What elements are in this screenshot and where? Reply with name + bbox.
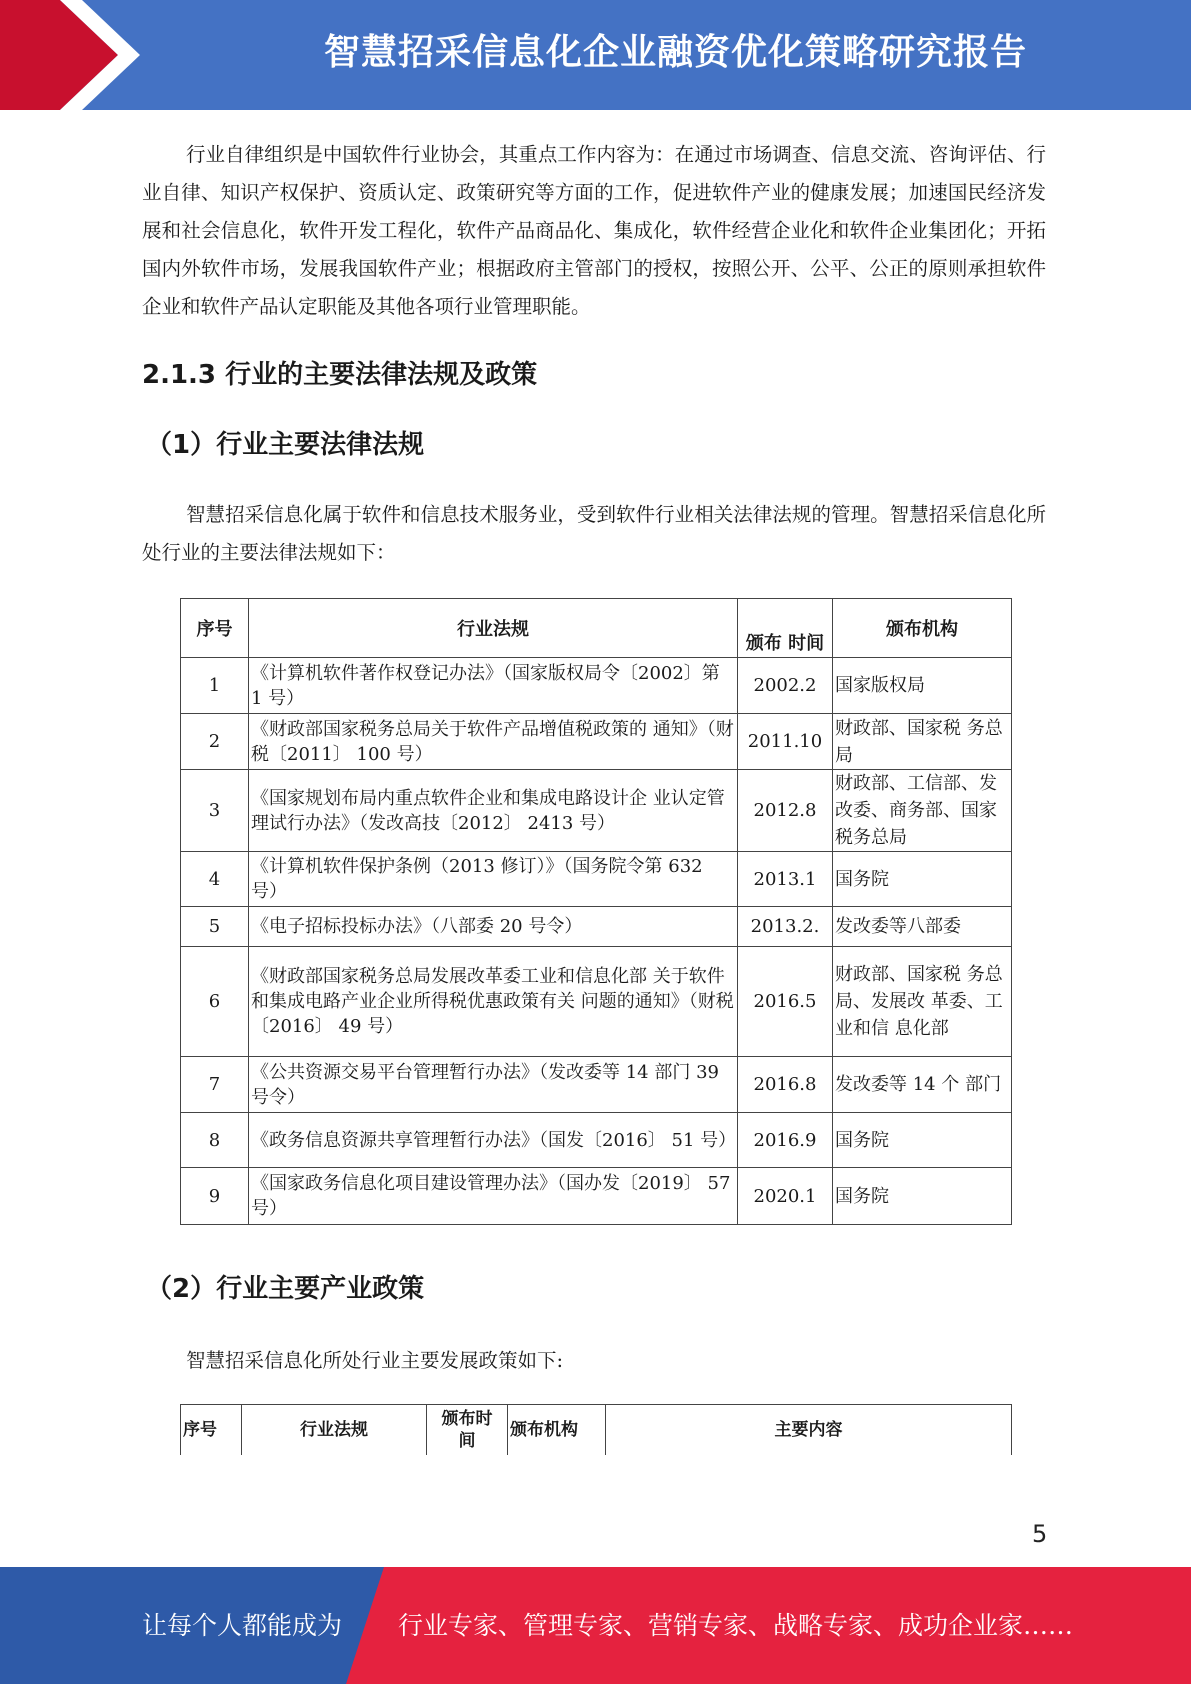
header-red-chevron — [0, 0, 150, 110]
laws-intro-paragraph: 智慧招采信息化属于软件和信息技术服务业，受到软件行业相关法律法规的管理。智慧招采信息化所处行业的主要法律法规如下： — [142, 503, 1046, 564]
cell-no: 4 — [181, 852, 249, 907]
cell-org: 国务院 — [833, 1113, 1012, 1168]
cell-org: 财政部、国家税 务总局、发展改 革委、工业和信 息化部 — [833, 947, 1012, 1057]
header-org: 颁布机构 — [508, 1405, 606, 1456]
header-org: 颁布机构 — [833, 599, 1012, 658]
header-no: 序号 — [181, 599, 249, 658]
cell-date: 2013.2. — [738, 907, 833, 947]
page-footer — [0, 1567, 1191, 1684]
section-heading: 2.1.3 行业的主要法律法规及政策 — [142, 360, 538, 390]
cell-no: 2 — [181, 714, 249, 770]
table-row — [181, 1057, 1012, 1113]
intro-paragraph: 行业自律组织是中国软件行业协会，其重点工作内容为：在通过市场调查、信息交流、咨询评估、行业自律、知识产权保护、资质认定、政策研究等方面的工作，促进软件产业的健康发展；加速国民经济发展和社会信息化，软件开发工程化，软件产品商品化、集成化，软件经营企业化和软件企业集团化；开拓国内外软件市场，发展我国软件产业；根据政府主管部门的授权，按照公开、公平、公正的原则承担软件企业和软件产品认定职能及其他各项行业管理职能。 — [142, 143, 1046, 318]
table-row — [181, 658, 1012, 714]
header-date: 颁布 时间 — [738, 599, 833, 658]
table-row — [181, 907, 1012, 947]
cell-no: 7 — [181, 1057, 249, 1113]
cell-date: 2016.9 — [738, 1113, 833, 1168]
cell-law: 《电子招标投标办法》（八部委 20 号令） — [249, 907, 738, 947]
cell-law: 《计算机软件著作权登记办法》（国家版权局令〔2002〕第 1 号） — [249, 658, 738, 714]
subsection-heading-policies: （2）行业主要产业政策 — [146, 1274, 425, 1304]
cell-date: 2020.1 — [738, 1168, 833, 1225]
table-row — [181, 1113, 1012, 1168]
table-row — [181, 1168, 1012, 1225]
footer-slogan-left: 让每个人都能成为 — [142, 1611, 343, 1640]
cell-law: 《政务信息资源共享管理暂行办法》（国发〔2016〕 51 号） — [249, 1113, 738, 1168]
table-row — [181, 947, 1012, 1057]
cell-law: 《财政部国家税务总局发展改革委工业和信息化部 关于软件和集成电路产业企业所得税优惠政策有关 问题的通知》（财税〔2016〕 49 号） — [249, 947, 738, 1057]
table-row — [181, 770, 1012, 852]
table-row — [181, 714, 1012, 770]
policies-intro-paragraph: 智慧招采信息化所处行业主要发展政策如下: — [186, 1349, 564, 1372]
table-header-row — [181, 599, 1012, 658]
cell-no: 9 — [181, 1168, 249, 1225]
cell-date: 2011.10 — [738, 714, 833, 770]
cell-date: 2016.8 — [738, 1057, 833, 1113]
table-header-row — [181, 1405, 1012, 1456]
header-date: 颁布时间 — [427, 1405, 508, 1456]
cell-org: 国务院 — [833, 852, 1012, 907]
header-law: 行业法规 — [242, 1405, 427, 1456]
cell-org: 国务院 — [833, 1168, 1012, 1225]
cell-law: 《公共资源交易平台管理暂行办法》（发改委等 14 部门 39 号令） — [249, 1057, 738, 1113]
cell-date: 2013.1 — [738, 852, 833, 907]
cell-org: 国家版权局 — [833, 658, 1012, 714]
cell-law: 《国家规划布局内重点软件企业和集成电路设计企 业认定管理试行办法》（发改高技〔2012〕 2413 号） — [249, 770, 738, 852]
cell-org: 发改委等八部委 — [833, 907, 1012, 947]
header-no: 序号 — [181, 1405, 242, 1456]
cell-org: 发改委等 14 个 部门 — [833, 1057, 1012, 1113]
cell-no: 6 — [181, 947, 249, 1057]
report-title: 智慧招采信息化企业融资优化策略研究报告 — [323, 32, 1027, 73]
cell-org: 财政部、工信部、发改委、商务部、国家税务总局 — [833, 770, 1012, 852]
cell-date: 2016.5 — [738, 947, 833, 1057]
page-header — [0, 0, 1191, 110]
page-number: 5 — [1032, 1520, 1048, 1548]
cell-no: 8 — [181, 1113, 249, 1168]
policies-table — [180, 1404, 1012, 1455]
cell-no: 1 — [181, 658, 249, 714]
header-content: 主要内容 — [606, 1405, 1012, 1456]
cell-no: 5 — [181, 907, 249, 947]
footer-slogan-right: 行业专家、管理专家、营销专家、战略专家、成功企业家…… — [398, 1611, 1074, 1640]
cell-no: 3 — [181, 770, 249, 852]
cell-date: 2002.2 — [738, 658, 833, 714]
header-law: 行业法规 — [249, 599, 738, 658]
cell-org: 财政部、国家税 务总局 — [833, 714, 1012, 770]
cell-law: 《国家政务信息化项目建设管理办法》（国办发〔2019〕 57 号） — [249, 1168, 738, 1225]
cell-date: 2012.8 — [738, 770, 833, 852]
cell-law: 《计算机软件保护条例（2013 修订）》（国务院令第 632 号） — [249, 852, 738, 907]
cell-law: 《财政部国家税务总局关于软件产品增值税政策的 通知》（财税〔2011〕 100 号） — [249, 714, 738, 770]
laws-table — [180, 598, 1012, 1225]
table-row — [181, 852, 1012, 907]
subsection-heading-laws: （1）行业主要法律法规 — [146, 430, 425, 460]
